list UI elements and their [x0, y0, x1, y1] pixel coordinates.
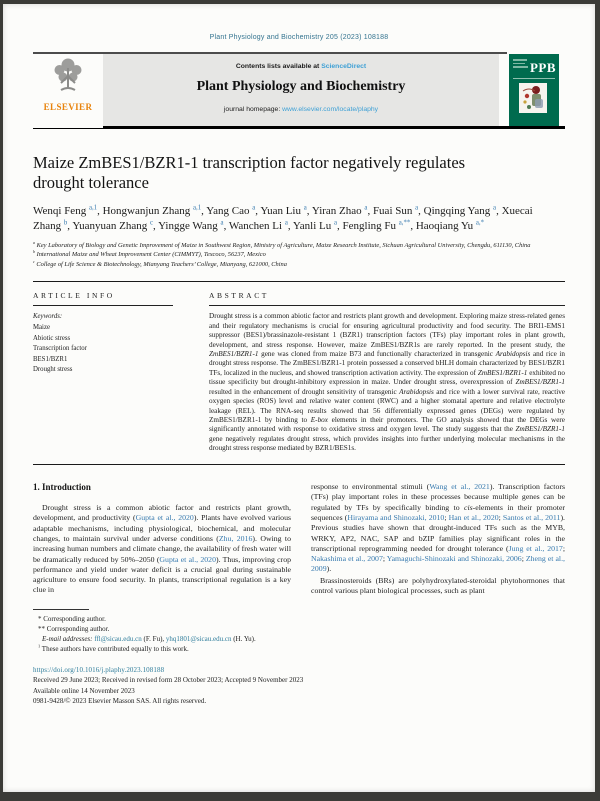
journal-title: Plant Physiology and Biochemistry — [196, 79, 406, 94]
email-link[interactable]: yhq1801@sicau.edu.cn — [165, 635, 232, 644]
text-run: ZmBES1/BZR1-1 — [477, 368, 528, 377]
text-run: ). Previous studies have shown that drought-induced TFs such as the MYB, WRKY, AP2, NAC, SAP and bZIP families play significant roles in the transcriptional reprogramming needed for drought tolerance ( — [311, 513, 565, 553]
text-run: a — [493, 204, 497, 212]
text-run: , Yanli Lu — [287, 219, 334, 232]
article-info-column — [33, 291, 173, 453]
article-info-rule — [33, 305, 173, 306]
text-run: ZmBES1/BZR1-1 — [209, 350, 259, 359]
elsevier-tree-icon — [50, 56, 86, 101]
abstract-column — [209, 291, 565, 453]
citation-link[interactable]: Jung et al., 2017 — [508, 543, 563, 553]
equal-contribution-note — [33, 644, 291, 654]
text-run: College of Life Science & Biotechnology, Mianyang Teachers’ College, Mianyang, 621000, China — [34, 260, 287, 268]
intro-paragraph-right-1 — [311, 482, 565, 575]
text-run: a — [33, 239, 35, 245]
text-run: , Haoqiang Yu — [410, 219, 476, 232]
cover-title-bars — [513, 59, 528, 70]
elsevier-wordmark: ELSEVIER — [43, 102, 93, 112]
homepage-url-link[interactable]: www.elsevier.com/locate/plaphy — [282, 106, 379, 113]
text-run: cis — [463, 502, 473, 512]
text-run: a — [364, 204, 368, 212]
text-run: exhibited no tissue specificity but drought-inhibitory expression in maize. Under drought stress, overexpression of — [209, 368, 565, 387]
email-link[interactable]: ffl@sicau.edu.cn — [94, 635, 142, 644]
keyword-item: Transcription factor — [33, 345, 87, 353]
text-run: ; — [498, 513, 503, 523]
citation-link[interactable]: Gupta et al., 2020 — [159, 554, 216, 564]
text-run: ). Plants have evolved various adaptable mechanisms, including physiological, biochemical, and molecular changes, to maintain survival under adverse conditions ( — [33, 513, 291, 544]
citation-link[interactable]: Zhu, 2016 — [218, 534, 253, 544]
citation-link[interactable]: Nakashima et al., 2007 — [311, 554, 383, 564]
keyword-item: Drought stress — [33, 366, 73, 374]
keyword-item: BES1/BZR1 — [33, 355, 68, 363]
text-run: E-box — [310, 416, 328, 425]
article-body — [33, 482, 565, 654]
abstract-rule — [209, 305, 565, 306]
sciencedirect-link[interactable]: ScienceDirect — [321, 63, 367, 70]
affiliation-a — [33, 241, 565, 250]
body-right-column — [311, 482, 565, 654]
text-run: ; — [382, 554, 387, 564]
homepage-line — [103, 106, 499, 113]
article-info-heading: ARTICLE INFO — [33, 291, 115, 301]
text-run: (H. Yu). — [231, 635, 256, 644]
text-run: -elements in their promoter sequences ( — [311, 502, 565, 523]
keyword-item: Abiotic stress — [33, 334, 71, 342]
journal-banner — [103, 54, 499, 126]
corresponding-author-note: ** Corresponding author. — [38, 624, 110, 633]
text-run: , Fuai Sun — [367, 205, 416, 218]
affiliation-b — [33, 250, 565, 259]
contents-line — [103, 63, 499, 70]
text-run: and rice with a lower survival rate, reactive oxygen species (ROS) level and relative water content (RWC) and a higher stomatal aperture and relative electrolyte leakage (REL). The RNA-seq results showed that 56 differentially expressed genes (DEGs) were regulated by ZmBES1/BZR1-1 by binding to — [209, 387, 565, 425]
abstract-text — [209, 312, 565, 453]
journal-header — [33, 54, 565, 126]
paper-page — [3, 4, 595, 792]
text-run: a — [415, 204, 419, 212]
homepage-label: journal homepage: — [223, 106, 283, 113]
text-run: ). — [326, 564, 332, 574]
text-run: , Yang Cao — [201, 205, 253, 218]
info-abstract-section — [33, 291, 565, 453]
page-content — [3, 34, 595, 706]
intro-paragraph-right-2 — [311, 576, 565, 597]
text-run: c — [149, 218, 153, 226]
footnotes — [33, 609, 291, 655]
text-run: a,** — [398, 218, 411, 226]
text-run: a,* — [475, 218, 485, 226]
received-dates: Received 29 June 2023; Received in revised form 28 October 2023; Accepted 9 November 2023 — [33, 676, 304, 685]
text-run: ZmBES1/BZR1-1 — [515, 378, 565, 387]
body-left-column — [33, 482, 291, 654]
header-bottom-rule — [33, 126, 565, 129]
contents-label: Contents lists available at — [235, 63, 322, 70]
citation-link[interactable]: Wang et al., 2021 — [429, 482, 490, 492]
keywords-label: Keywords: — [33, 313, 63, 321]
text-run: a,1 — [193, 204, 202, 212]
text-run: resulted in the enhancement of drought sensitivity of transgenic — [209, 387, 400, 396]
text-run: a — [303, 204, 307, 212]
text-run: (F. Fu), — [141, 635, 166, 644]
text-run: gene was cloned from maize B73 and functionally characterized in transgenic — [258, 350, 496, 359]
footnote-rule — [33, 609, 89, 610]
text-run: a — [334, 218, 338, 226]
text-run: Drought stress is a common abiotic factor and restricts plant growth and development. Exploring maize stress-related genes and their regulatory mechanisms is crucial for ensuring agricultural productivity and food security. The BRI1-EMS1 suppressor (BES1)/brassinazole-resistant 1 (BZR1) transcription factors (TFs) play important roles in plant growth, development, and stress response. However, maize ZmBES1/BZR1s are rarely reported. In the present study, the — [209, 312, 565, 349]
corresponding-author-note: * Corresponding author. — [38, 614, 106, 623]
publication-metadata — [33, 665, 565, 706]
citation-link[interactable]: Hirayama and Shinozaki, 2010 — [347, 513, 445, 523]
text-run: a — [220, 218, 224, 226]
text-run: ; — [444, 513, 449, 523]
email-addresses-line — [33, 634, 291, 644]
text-run: response to environmental stimuli ( — [311, 482, 430, 492]
text-run: These authors have contributed equally to this work. — [40, 645, 189, 654]
text-run: ; — [521, 554, 526, 564]
citation-link[interactable]: Santos et al., 2011 — [502, 513, 561, 523]
text-run: a,1 — [88, 204, 98, 212]
text-run: , Xuecai Zhang — [33, 205, 533, 232]
text-run: ). Thus, improving crop performance and yield under water deficit is a crucial goal during sustainable agriculture to ensure food security. In plants, transcriptional regulation is a key clue in — [33, 554, 291, 595]
author-list — [33, 204, 555, 233]
doi-link[interactable]: https://doi.org/10.1016/j.plaphy.2023.108188 — [33, 666, 165, 675]
text-run: , Yingge Wang — [152, 219, 221, 232]
text-run: Brassinosteroids (BRs) are polyhydroxylated-steroidal phytohormones that control various plant biological processes, such as plant — [311, 575, 565, 596]
text-run: , Fengling Fu — [337, 219, 399, 232]
info-section-bottom-rule — [33, 464, 565, 466]
text-run: International Maize and Wheat Improvement Center (CIMMYT), Texcoco, 56237, Mexico — [34, 251, 266, 259]
issn-copyright-line: 0981-9428/© 2023 Elsevier Masson SAS. All rights reserved. — [33, 696, 207, 705]
text-run: Arabidopsis — [495, 350, 531, 359]
text-run: b — [33, 249, 35, 255]
text-run: Drought stress is a common abiotic factor and restricts plant growth, development, and productivity ( — [33, 503, 291, 523]
intro-paragraph-left — [33, 503, 291, 596]
text-run: Wenqi Feng — [33, 205, 89, 218]
text-run: gene negatively regulates drought stress, which provides insights into further underlying molecular mechanisms in the drought stress response mediated by BZR1/BES1s. — [209, 434, 565, 453]
text-run: a — [252, 204, 256, 212]
introduction-heading: 1. Introduction — [33, 482, 91, 493]
text-run: Key Laboratory of Biology and Genetic Improvement of Maize in Southwest Region, Ministry of Agriculture, Maize Research Institute, Sichuan Agricultural University, Chengdu, 611130, China — [34, 241, 531, 249]
text-run: , Wanchen Li — [223, 219, 285, 232]
article-title: Maize ZmBES1/BZR1-1 transcription factor negatively regulates drought tolerance — [33, 153, 466, 193]
text-run: , Hongwanjun Zhang — [97, 205, 194, 218]
text-run: , Qingqing Yang — [418, 205, 494, 218]
cover-ppb-wordmark: PPB — [529, 60, 556, 75]
text-run: ). Owing to increasing human numbers and climate change, the availability of fresh water will be dramatically reduced by 50%–2050 ( — [33, 534, 291, 564]
text-run: ; — [562, 543, 565, 553]
affiliation-c — [33, 260, 565, 269]
affiliations — [33, 241, 565, 269]
keyword-item: Maize — [33, 324, 50, 332]
cover-illustration — [519, 83, 547, 113]
citation-link[interactable]: Han et al., 2020 — [448, 513, 499, 523]
info-section-top-rule — [33, 281, 565, 283]
text-run: ). Transcription factors (TFs) play important roles in these processes because multiple genes can be regulated by TFs by specifically binding to — [311, 482, 565, 512]
citation-link[interactable]: Zheng et al., 2009 — [311, 554, 565, 574]
text-run: , Yiran Zhao — [306, 205, 365, 218]
running-head-citation[interactable]: Plant Physiology and Biochemistry 205 (2023) 108188 — [209, 34, 389, 41]
citation-link[interactable]: Yamaguchi-Shinozaki and Shinozaki, 2006 — [386, 554, 522, 564]
citation-link[interactable]: Gupta et al., 2020 — [135, 513, 194, 523]
cover-underline — [513, 78, 555, 79]
text-run: b — [63, 218, 68, 226]
journal-cover-thumbnail[interactable] — [509, 54, 559, 126]
text-run: elements in their promoters. The GO analysis showed that the DEGs were significantly annotated with response to oxidative stress and oxygen level. The study suggests that the — [209, 416, 565, 434]
text-run: ZmBES1/BZR1-1 — [515, 425, 565, 434]
text-run: Arabidopsis — [399, 387, 434, 396]
text-run: 1 — [38, 643, 41, 649]
text-run: , Yuanyuan Zhang — [67, 219, 150, 232]
text-run: E-mail addresses: — [42, 635, 95, 644]
available-online-date: Available online 14 November 2023 — [33, 686, 135, 695]
elsevier-logo[interactable] — [33, 54, 103, 128]
text-run: c — [33, 258, 35, 264]
text-run: , Yuan Liu — [255, 205, 304, 218]
abstract-heading: ABSTRACT — [209, 291, 269, 301]
text-run: and rice in drought stress response. The ZmBES1/BZR1-1 protein possessed a conserved bHLH domain characterized by BES1/BZR1 TFs, localized in the nucleus, and showed transcription activation activity. The expression of — [209, 350, 565, 377]
text-run: a — [284, 218, 288, 226]
